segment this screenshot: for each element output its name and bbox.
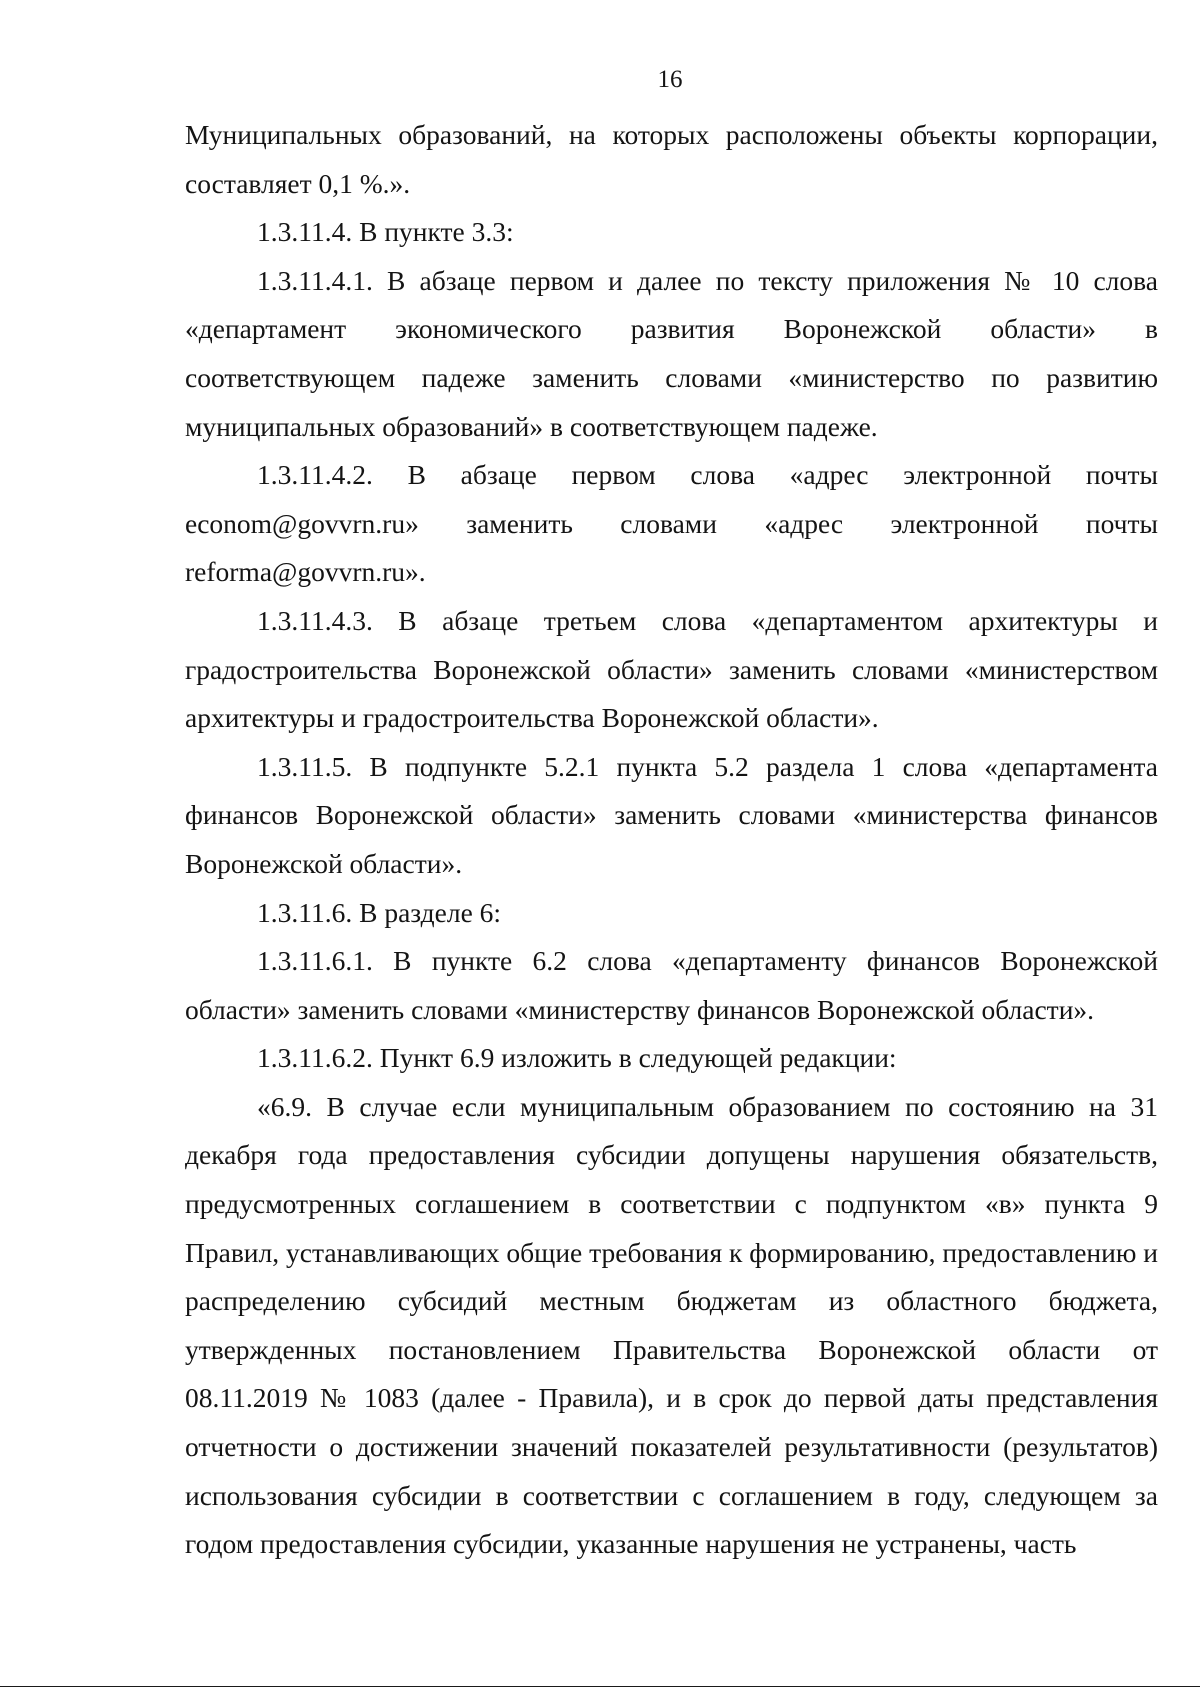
document-body	[185, 111, 1158, 1569]
page-bottom-divider	[0, 1686, 1200, 1687]
page-number: 16	[657, 66, 683, 93]
paragraph-1-3-11-4-1: 1.3.11.4.1. В абзаце первом и далее по тексту приложения № 10 слова «департамент экономического развития Воронежской области» в соответствующем падеже заменить словами «министерство по развитию муниципальных образований» в соответствующем падеже.	[185, 264, 1158, 442]
paragraph-6-9: «6.9. В случае если муниципальным образованием по состоянию на 31 декабря года предоставления субсидии допущены нарушения обязательств, предусмотренных соглашением в соответствии с подпунктом «в» пункта 9 Правил, устанавливающих общие требования к формированию, предоставлению и распределению субсидий местным бюджетам из областного бюджета, утвержденных постановлением Правительства Воронежской области от 08.11.2019 № 1083 (далее - Правила), и в срок до первой даты представления отчетности о достижении значений показателей результативности (результатов) использования субсидии в соответствии с соглашением в году, следующем за годом предоставления субсидии, указанные нарушения не устранены, часть	[185, 1090, 1158, 1560]
paragraph-1-3-11-4-2: 1.3.11.4.2. В абзаце первом слова «адрес электронной почты econom@govvrn.ru» заменить словами «адрес электронной почты reforma@govvrn.ru».	[185, 459, 1158, 588]
paragraph-1-3-11-6: 1.3.11.6. В разделе 6:	[257, 896, 502, 928]
paragraph-1-3-11-6-1: 1.3.11.6.1. В пункте 6.2 слова «департаменту финансов Воронежской области» заменить словами «министерству финансов Воронежской области».	[185, 945, 1158, 1025]
paragraph-1-3-11-5: 1.3.11.5. В подпункте 5.2.1 пункта 5.2 раздела 1 слова «департамента финансов Воронежской области» заменить словами «министерства финансов Воронежской области».	[185, 750, 1158, 879]
paragraph-continuation: Муниципальных образований, на которых расположены объекты корпорации, составляет 0,1 %.».	[185, 119, 1158, 199]
paragraph-1-3-11-4: 1.3.11.4. В пункте 3.3:	[257, 216, 514, 248]
paragraph-1-3-11-4-3: 1.3.11.4.3. В абзаце третьем слова «департаментом архитектуры и градостроительства Воронежской области» заменить словами «министерством архитектуры и градостроительства Воронежской области».	[185, 604, 1158, 734]
paragraph-1-3-11-6-2: 1.3.11.6.2. Пункт 6.9 изложить в следующей редакции:	[257, 1042, 897, 1074]
